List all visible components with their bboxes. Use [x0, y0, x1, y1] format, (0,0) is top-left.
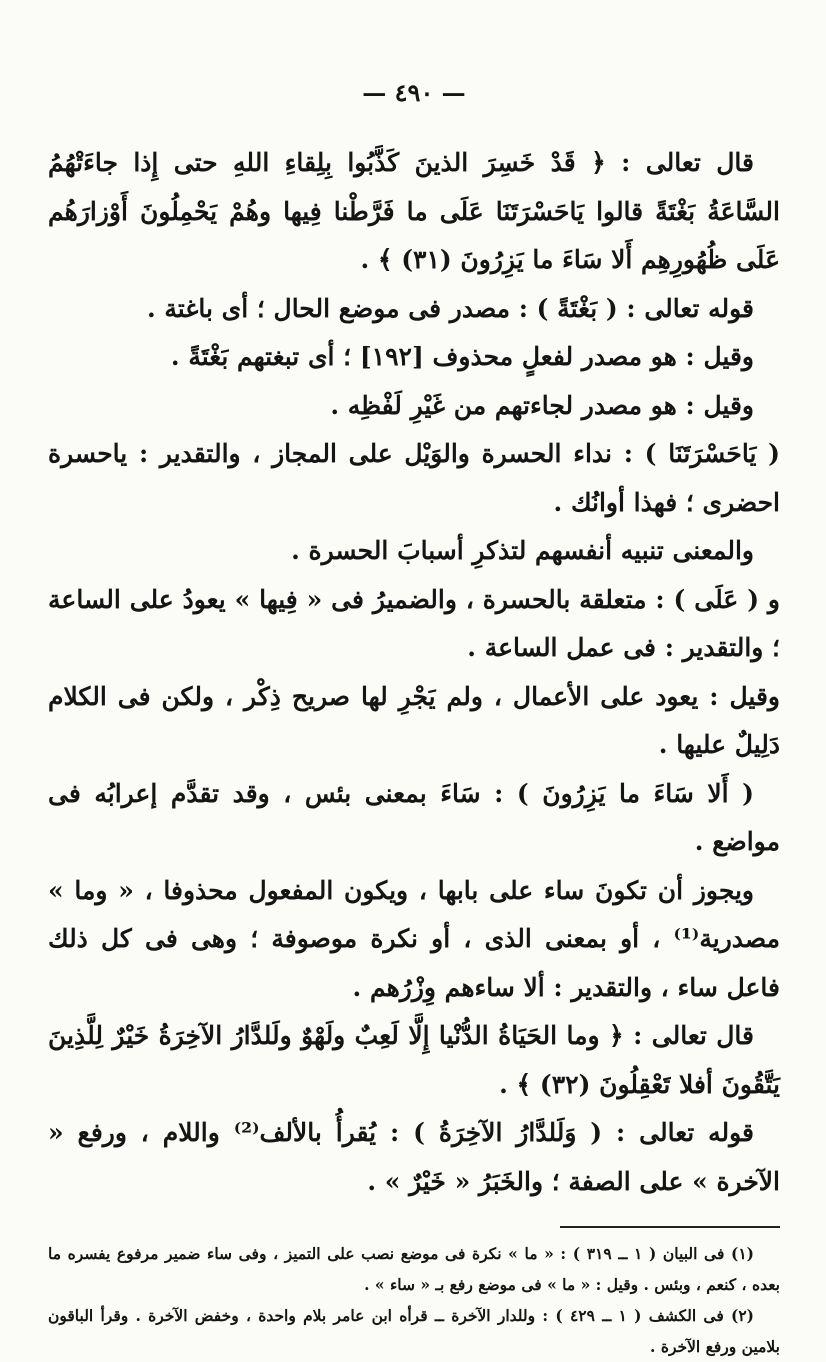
- commentary-alt-3: وقيل : يعود على الأعمال ، ولم يَجْرِ لها صريح ذِكْر ، ولكن فى الكلام دَلِيلٌ عليها .: [48, 681, 780, 759]
- footnote-1: (١) فى البيان ( ١ ــ ٣١٩ ) : « ما » نكرة فى موضع نصب على التميز ، وفى ساء ضمير مرفوع يفسره ما بعده ، كنعم ، وبئس . وقيل : « ما » فى موضع رفع بـ « ساء » .: [48, 1244, 780, 1294]
- commentary-grammar: ويجوز أن تكونَ ساء على بابها ، ويكون المفعول محذوفا ، « وما » مصدرية⁽¹⁾ ، أو بمعنى الذى ، أو نكرة موصوفة ؛ وهى فى كل ذلك فاعل ساء ، والتقدير : ألا ساءهم وِزْرُهم .: [48, 875, 780, 1002]
- main-text: [48, 139, 780, 1206]
- footnote-2: (٢) فى الكشف ( ١ ــ ٤٢٩ ) : وللدار الآخرة ــ قرأه ابن عامر بلام واحدة ، وخفض الآخرة . وقرأ الباقون بلامين ورفع الآخرة .: [48, 1306, 780, 1356]
- page-number: — ٤٩٠ —: [362, 78, 466, 107]
- book-page: [48, 78, 780, 1362]
- verse-31: قال تعالى : ﴿ قَدْ خَسِرَ الذينَ كَذَّبُوا بِلِقاءِ اللهِ حتى إِذا جاءَتْهُمُ السَّاعَةُ بَغْتَةً قالوا يَاحَسْرَتَنَا عَلَى ما فَرَّطْنا فِيها وهُمْ يَحْمِلُونَ أَوْزارَهُم عَلَى ظُهُورِهِم أَلا سَاءَ ما يَزِرُونَ (٣١) ﴾ .: [48, 148, 780, 274]
- footnote-divider: [560, 1226, 780, 1228]
- footnotes: [48, 1238, 780, 1362]
- commentary-ya-hasratana: ( يَاحَسْرَتَنَا ) : نداء الحسرة والوَيْل على المجاز ، والتقدير : ياحسرة احضرى ؛ فهذا أوانُك .: [48, 439, 780, 517]
- commentary-meaning: والمعنى تنبيه أنفسهم لتذكرِ أسبابَ الحسرة .: [291, 536, 754, 565]
- commentary-ala: و ( عَلَى ) : متعلقة بالحسرة ، والضميرُ فى « فِيها » يعودُ على الساعة ؛ والتقدير : فى عمل الساعة .: [48, 584, 780, 662]
- commentary-baghtatan: قوله تعالى : ( بَغْتَةً ) : مصدر فى موضع الحال ؛ أى باغتة .: [146, 293, 754, 323]
- verse-32: قال تعالى : ﴿ وما الحَيَاةُ الدُّنْيا إِلَّا لَعِبٌ ولَهْوٌ ولَلدَّارُ الآخِرَةُ خَيْرٌ لِلَّذِينَ يَتَّقُونَ أفلا تَعْقِلُونَ (٣٢) ﴾ .: [48, 1021, 780, 1099]
- commentary-ala-saa: ( أَلا سَاءَ ما يَزِرُونَ ) : سَاءَ بمعنى بئس ، وقد تقدَّم إعرابُه فى مواضع .: [48, 778, 780, 856]
- commentary-dar-akhira: قوله تعالى : ( وَلَلدَّارُ الآخِرَةُ ) : يُقرأُ بالألف⁽²⁾ واللام ، ورفع « الآخرة » على الصفة ؛ والخَبَرُ « خَيْرٌ » .: [48, 1118, 780, 1196]
- commentary-alt-2: وقيل : هو مصدر لجاءتهم من غَيْرِ لَفْظِه .: [330, 390, 754, 420]
- commentary-alt-1: وقيل : هو مصدر لفعلٍ محذوف [١٩٢] ؛ أى تبغتهم بَغْتَةً .: [170, 342, 754, 371]
